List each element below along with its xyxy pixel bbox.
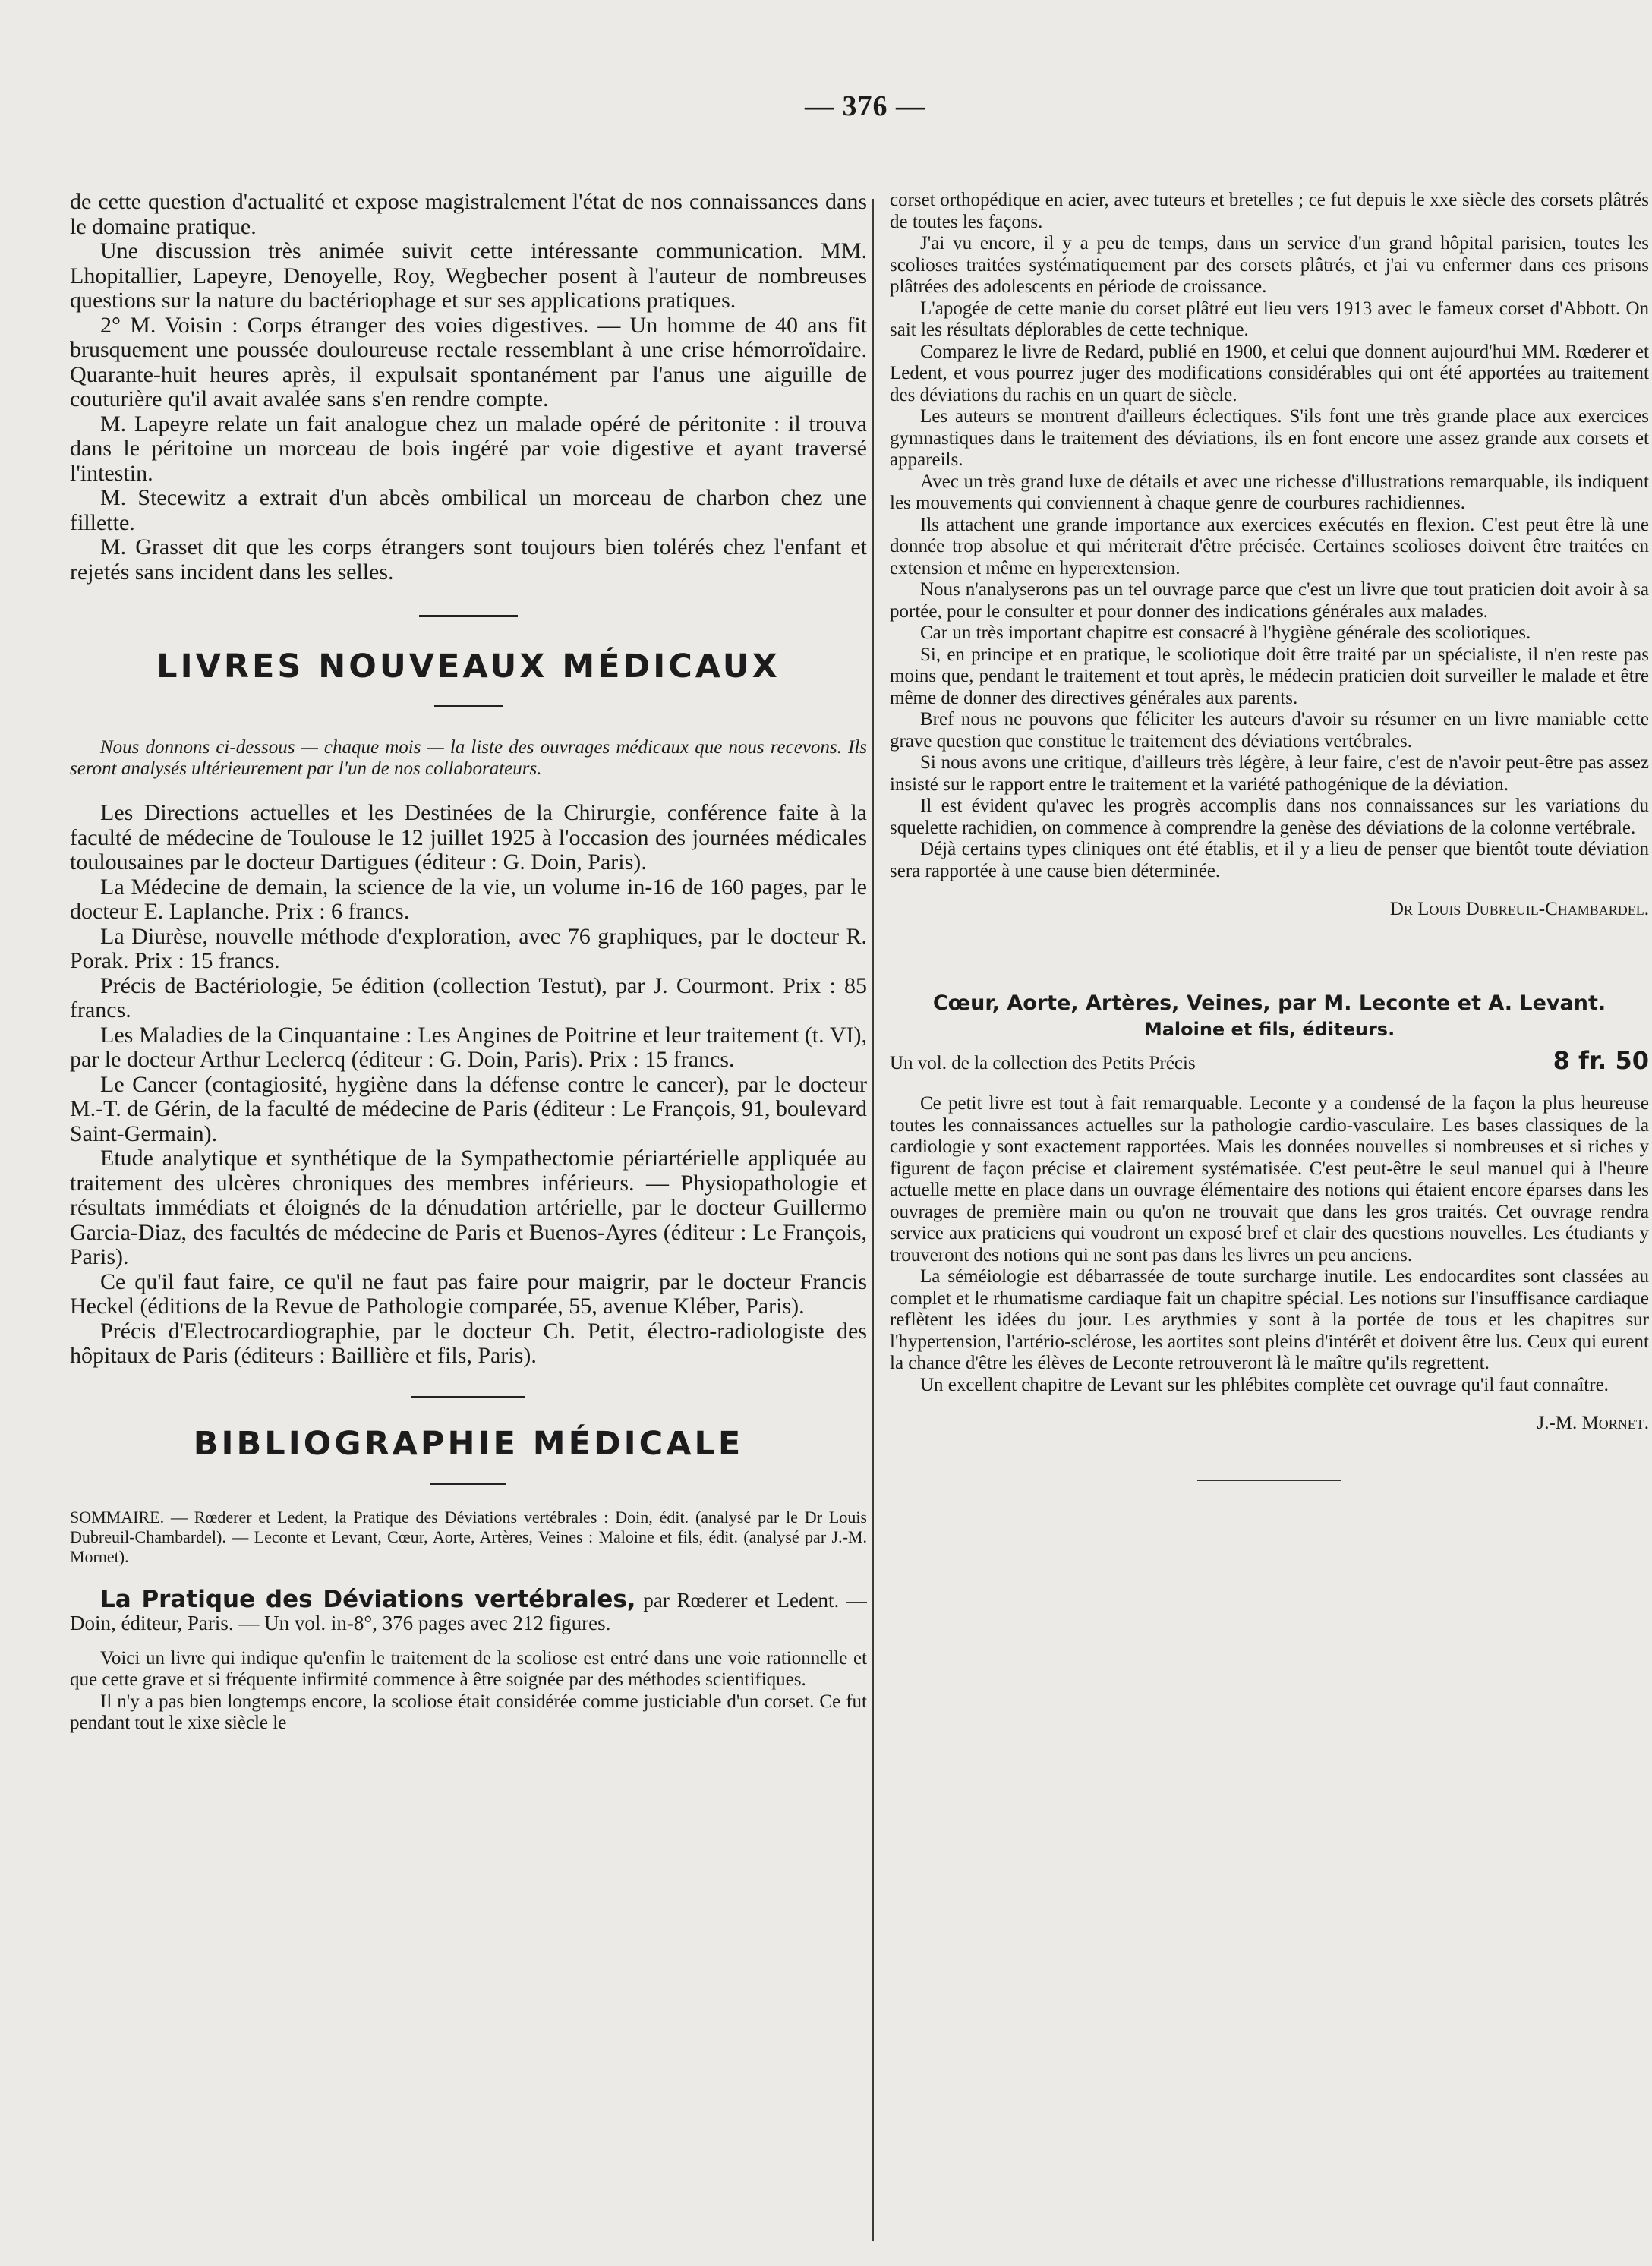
book-entry: Précis de Bactériologie, 5e édition (collection Testut), par J. Courmont. Prix : 85 francs. xyxy=(70,972,867,1023)
paragraph: L'apogée de cette manie du corset plâtré eut lieu vers 1913 avec le fameux corset d'Abbott. On sait les résultats déplorables de cette technique. xyxy=(890,298,1649,340)
spacer xyxy=(890,920,1649,988)
section-rule xyxy=(430,1483,506,1485)
book-entry: La Diurèse, nouvelle méthode d'exploration, avec 76 graphiques, par le docteur R. Porak. Prix : 15 francs. xyxy=(70,923,867,973)
book-details: par Rœderer et Ledent. — Doin, éditeur, Paris. — Un vol. in-8°, 376 pages avec 212 figures. xyxy=(70,1588,867,1634)
book-entry: Etude analytique et synthétique de la Sympathectomie périartérielle appliquée au traitement des ulcères chroniques des membres inférieurs. — Physiopathologie et résultats immédiats et éloignés de la dénudation artérielle, par le docteur Guillermo Garcia-Diaz, des facultés de médecine de Paris et Buenos-Ayres (éditeur : Le François, Paris). xyxy=(70,1146,867,1269)
paragraph: Si nous avons une critique, d'ailleurs très légère, à leur faire, c'est de n'avoir peut-être pas assez insisté sur le rapport entre le traitement et la variété pathogénique de la déviation. xyxy=(890,752,1649,795)
review-signature: Dr Louis Dubreuil-Chambardel. xyxy=(1389,899,1649,919)
paragraph: M. Stecewitz a extrait d'un abcès ombilical un morceau de charbon chez une fillette. xyxy=(70,485,867,535)
paragraph: M. Lapeyre relate un fait analogue chez un malade opéré de péritonite : il trouva dans le péritoine un morceau de bois ingéré par voie digestive et ayant traversé l'intestin. xyxy=(70,411,867,486)
book-entry: Les Directions actuelles et les Destinées de la Chirurgie, conférence faite à la faculté de médecine de Toulouse le 12 juillet 1925 à l'occasion des journées médicales toulousaines par le docteur Dartigues (éditeur : G. Doin, Paris). xyxy=(70,800,867,875)
left-column xyxy=(70,190,867,1735)
section-intro: Nous donnons ci-dessous — chaque mois — la liste des ouvrages médicaux que nous recevons. Ils seront analysés ultérieurement par l'un de nos collaborateurs. xyxy=(70,737,867,779)
paragraph: Bref nous ne pouvons que féliciter les auteurs d'avoir su résumer en un livre maniable cette grave question que constitue le traitement des déviations vertébrales. xyxy=(890,709,1649,752)
paragraph: La séméiologie est débarrassée de toute surcharge inutile. Les endocardites sont classées au complet et le rhumatisme cardiaque fait un chapitre spécial. Les notions sur l'insuffisance cardiaque reflètent les idées du jour. Les arythmies y sont à la portée de tous et les chapitres sur l'hypertension, l'artério-sclérose, les aortites sont pleins d'intérêt et doivent être lus. Ceux qui eurent la chance d'être les élèves de Leconte retrouveront là le maître qu'ils regrettent. xyxy=(890,1266,1649,1373)
paragraph: Si, en principe et en pratique, le scoliotique doit être traité par un spécialiste, il n'en reste pas moins que, pendant le traitement et tout après, le médecin praticien doit surveiller le malade et être même de donner des directives générales aux parents. xyxy=(890,644,1649,708)
paragraph: Une discussion très animée suivit cette intéressante communication. MM. Lhopitallier, Lapeyre, Denoyelle, Roy, Wegbecher posent à l'auteur de nombreuses questions sur la nature du bactériophage et sur ses applications pratiques. xyxy=(70,238,867,313)
paragraph: Comparez le livre de Redard, publié en 1900, et celui que donnent aujourd'hui MM. Rœderer et Ledent, et vous pourrez juger des modifications considérables qui ont été apportées au traitement des déviations du rachis en un quart de siècle. xyxy=(890,341,1649,405)
book-entry: Les Maladies de la Cinquantaine : Les Angines de Poitrine et leur traitement (t. VI), par le docteur Arthur Leclercq (éditeur : G. Doin, Paris). Prix : 15 francs. xyxy=(70,1022,867,1072)
review-signature: J.-M. Mornet. xyxy=(1537,1413,1649,1433)
paragraph: Il n'y a pas bien longtemps encore, la scoliose était considérée comme justiciable d'un corset. Ce fut pendant tout le xixe siècle le xyxy=(70,1691,867,1733)
end-rule xyxy=(1197,1480,1341,1481)
paragraph: Les auteurs se montrent d'ailleurs éclectiques. S'ils font une très grande place aux exercices gymnastiques dans le traitement des déviations, ils en font encore une assez grande aux corsets et appareils. xyxy=(890,406,1649,470)
paragraph: M. Grasset dit que les corps étrangers sont toujours bien tolérés chez l'enfant et rejetés sans incident dans les selles. xyxy=(70,534,867,585)
column-divider xyxy=(872,199,874,2241)
right-column xyxy=(890,190,1649,1481)
page-number: — 376 — xyxy=(805,90,925,122)
paragraph: de cette question d'actualité et expose magistralement l'état de nos connaissances dans le domaine pratique. xyxy=(70,190,867,239)
section-title: LIVRES NOUVEAUX MÉDICAUX xyxy=(156,648,780,685)
section-rule xyxy=(419,615,518,617)
paragraph: Ils attachent une grande importance aux exercices exécutés en flexion. C'est peut être là une donnée trop absolue et qui mériterait d'être précisée. Certaines scolioses doivent être traitées en extension et même en hyperextension. xyxy=(890,514,1649,578)
review-publisher: Maloine et fils, éditeurs. xyxy=(1143,1019,1395,1040)
review-price: 8 fr. 50 xyxy=(1553,1046,1649,1075)
review-heading: Cœur, Aorte, Artères, Veines, par M. Leconte et A. Levant. xyxy=(932,991,1606,1015)
paragraph: 2° M. Voisin : Corps étranger des voies digestives. — Un homme de 40 ans fit brusquement une poussée douloureuse rectale ressemblant à une crise hémorroïdaire. Quarante-huit heures après, il expulsait spontanément par l'anus une aiguille de couturière qu'il avait avalée sans s'en rendre compte. xyxy=(70,312,867,411)
paragraph: Un excellent chapitre de Levant sur les phlébites complète cet ouvrage qu'il faut connaître. xyxy=(920,1374,1609,1395)
section-title: BIBLIOGRAPHIE MÉDICALE xyxy=(193,1424,744,1463)
book-review-heading xyxy=(70,1585,867,1634)
paragraph: Car un très important chapitre est consacré à l'hygiène générale des scoliotiques. xyxy=(920,622,1531,643)
section-rule xyxy=(434,705,503,707)
review-collection: Un vol. de la collection des Petits Précis xyxy=(890,1053,1196,1073)
paragraph: J'ai vu encore, il y a peu de temps, dans un service d'un grand hôpital parisien, toutes les scolioses traitées systématiquement par des corsets plâtrés, et j'ai vu enfermer dans ces prisons plâtrées des adolescents en période de croissance. xyxy=(890,233,1649,297)
book-entry: La Médecine de demain, la science de la vie, un volume in-16 de 160 pages, par le docteur E. Laplanche. Prix : 6 francs. xyxy=(70,874,867,924)
paragraph: Ce petit livre est tout à fait remarquable. Leconte y a condensé de la façon la plus heureuse toutes les connaissances actuelles sur la pathologie cardio-vasculaire. Les bases classiques de la cardiologie y sont exactement rapportées. Mais les données nouvelles si nombreuses et si riches y figurent de façon précise et clairement systématisée. C'est peut-être le seul manuel qui à l'heure actuelle mette en place dans un ouvrage élémentaire des notions qui étaient encore éparses dans les ouvrages de première main ou qu'on ne trouvait que dans les gros traités. Cet ouvrage rendra service aux praticiens qui voudront un exposé bref et clair des questions nouvelles. Les étudiants y trouveront des notions qui ne sont pas dans les livres un peu anciens. xyxy=(890,1093,1649,1265)
paragraph: Nous n'analyserons pas un tel ouvrage parce que c'est un livre que tout praticien doit avoir à sa portée, pour le consulter et pour donner des indications générales aux malades. xyxy=(890,579,1649,622)
paragraph: Voici un livre qui indique qu'enfin le traitement de la scoliose est entré dans une voie rationnelle et que cette grave et si fréquente infirmité commence à être soignée par des méthodes scientifiques. xyxy=(70,1647,867,1690)
paragraph: corset orthopédique en acier, avec tuteurs et bretelles ; ce fut depuis le xxe siècle des corsets plâtrés de toutes les façons. xyxy=(890,190,1649,232)
paragraph: Avec un très grand luxe de détails et avec une richesse d'illustrations remarquable, ils indiquent les mouvements qui conviennent à chaque genre de courbures rachidiennes. xyxy=(890,471,1649,513)
book-entry: Ce qu'il faut faire, ce qu'il ne faut pas faire pour maigrir, par le docteur Francis Heckel (éditions de la Revue de Pathologie comparée, 55, avenue Kléber, Paris). xyxy=(70,1269,867,1319)
book-entry: Précis d'Electrocardiographie, par le docteur Ch. Petit, électro-radiologiste des hôpitaux de Paris (éditeurs : Baillière et fils, Paris). xyxy=(70,1318,867,1368)
sommaire: SOMMAIRE. — Rœderer et Ledent, la Pratique des Déviations vertébrales : Doin, édit. (analysé par le Dr Louis Dubreuil-Chambardel). — Leconte et Levant, Cœur, Aorte, Artères, Veines : Maloine et fils, édit. (analysé par J.-M. Mornet). xyxy=(70,1507,867,1566)
review-meta xyxy=(890,1046,1649,1075)
book-entry: Le Cancer (contagiosité, hygiène dans la défense contre le cancer), par le docteur M.-T. de Gérin, de la faculté de médecine de Paris (éditeur : Le François, 91, boulevard Saint-Germain). xyxy=(70,1071,867,1146)
book-title: La Pratique des Déviations vertébrales, xyxy=(100,1585,636,1613)
section-rule xyxy=(411,1396,525,1398)
paragraph: Il est évident qu'avec les progrès accomplis dans nos connaissances sur les variations du squelette rachidien, on commence à comprendre la genèse des déviations de la colonne vertébrale. xyxy=(890,796,1649,838)
paragraph: Déjà certains types cliniques ont été établis, et il y a lieu de penser que bientôt toute déviation sera rapportée à une cause bien déterminée. xyxy=(890,839,1649,881)
